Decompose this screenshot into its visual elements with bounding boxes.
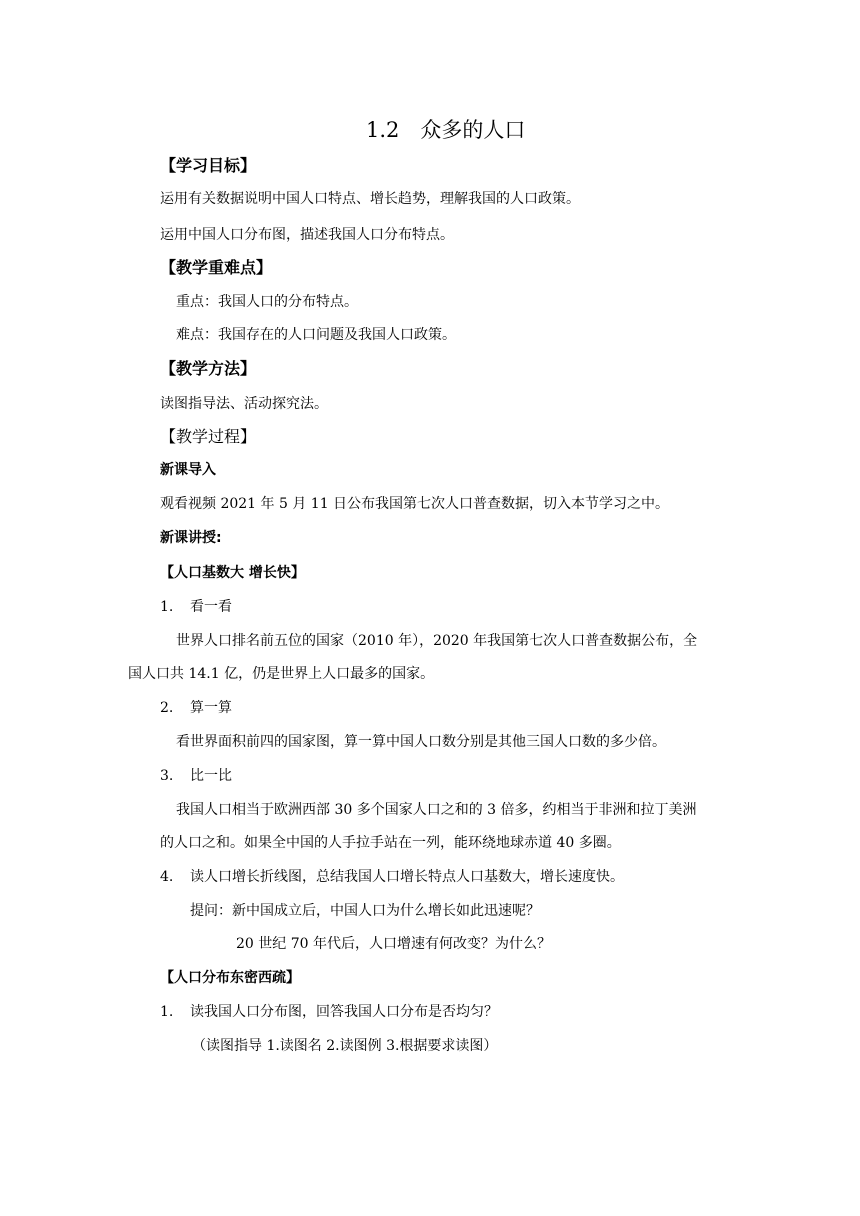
goals-line-1: 运用有关数据说明中国人口特点、增长趋势，理解我国的人口政策。: [160, 191, 580, 207]
item1-text-a: 世界人口排名前五位的国家（2010 年），2020 年我国第七次人口普查数据公布，全: [176, 633, 698, 649]
question-2: 20 世纪 70 年代后，人口增速有何改变？为什么？: [236, 936, 551, 952]
item4-line: [160, 867, 624, 887]
item3-text-b: 的人口之和。如果全中国的人手拉手站在一列，能环绕地球赤道 40 多圈。: [160, 835, 621, 851]
method-text: 读图指导法、活动探究法。: [160, 396, 328, 412]
item1-text-b: 国人口共 14.1 亿，仍是世界上人口最多的国家。: [128, 666, 435, 682]
intro-heading: 新课导入: [160, 462, 216, 478]
item5-number: 1.: [160, 1004, 174, 1020]
item3-text-a: 我国人口相当于欧洲西部 30 多个国家人口之和的 3 倍多，约相当于非洲和拉丁美洲: [176, 802, 697, 818]
item1-number: 1.: [160, 599, 174, 615]
item2-number: 2.: [160, 700, 174, 716]
intro-text: 观看视频 2021 年 5 月 11 日公布我国第七次人口普查数据，切入本节学习之中。: [160, 496, 670, 512]
item3-title: [160, 766, 232, 786]
goals-heading: 【学习目标】: [160, 156, 257, 175]
keypoint-line-1: 重点：我国人口的分布特点。: [176, 294, 358, 310]
item5-text: 读我国人口分布图，回答我国人口分布是否均匀？: [190, 1004, 498, 1020]
item4-text: 读人口增长折线图，总结我国人口增长特点人口基数大，增长速度快。: [190, 869, 624, 885]
question-1: 提问：新中国成立后，中国人口为什么增长如此迅速呢？: [190, 903, 540, 919]
item1-title: [160, 597, 232, 617]
page-title: 1.2 众多的人口: [366, 118, 526, 142]
item5-note: （读图指导 1.读图名 2.读图例 3.根据要求读图）: [192, 1038, 498, 1054]
topic2-heading: 【人口分布东密西疏】: [160, 970, 300, 986]
item4-number: 4.: [160, 869, 174, 885]
keypoints-heading: 【教学重难点】: [160, 258, 273, 277]
item5-line: [160, 1002, 498, 1022]
process-heading: 【教学过程】: [160, 427, 257, 446]
keypoint-line-2: 难点：我国存在的人口问题及我国人口政策。: [176, 327, 456, 343]
item3-number: 3.: [160, 768, 174, 784]
item2-label: 算一算: [190, 700, 232, 716]
item3-label: 比一比: [190, 768, 232, 784]
topic1-heading: 【人口基数大 增长快】: [160, 565, 305, 581]
lecture-heading: 新课讲授:: [160, 530, 222, 546]
item2-text: 看世界面积前四的国家图，算一算中国人口数分别是其他三国人口数的多少倍。: [176, 734, 666, 750]
item1-label: 看一看: [190, 599, 232, 615]
goals-line-2: 运用中国人口分布图，描述我国人口分布特点。: [160, 227, 454, 243]
method-heading: 【教学方法】: [160, 359, 257, 378]
item2-title: [160, 698, 232, 718]
